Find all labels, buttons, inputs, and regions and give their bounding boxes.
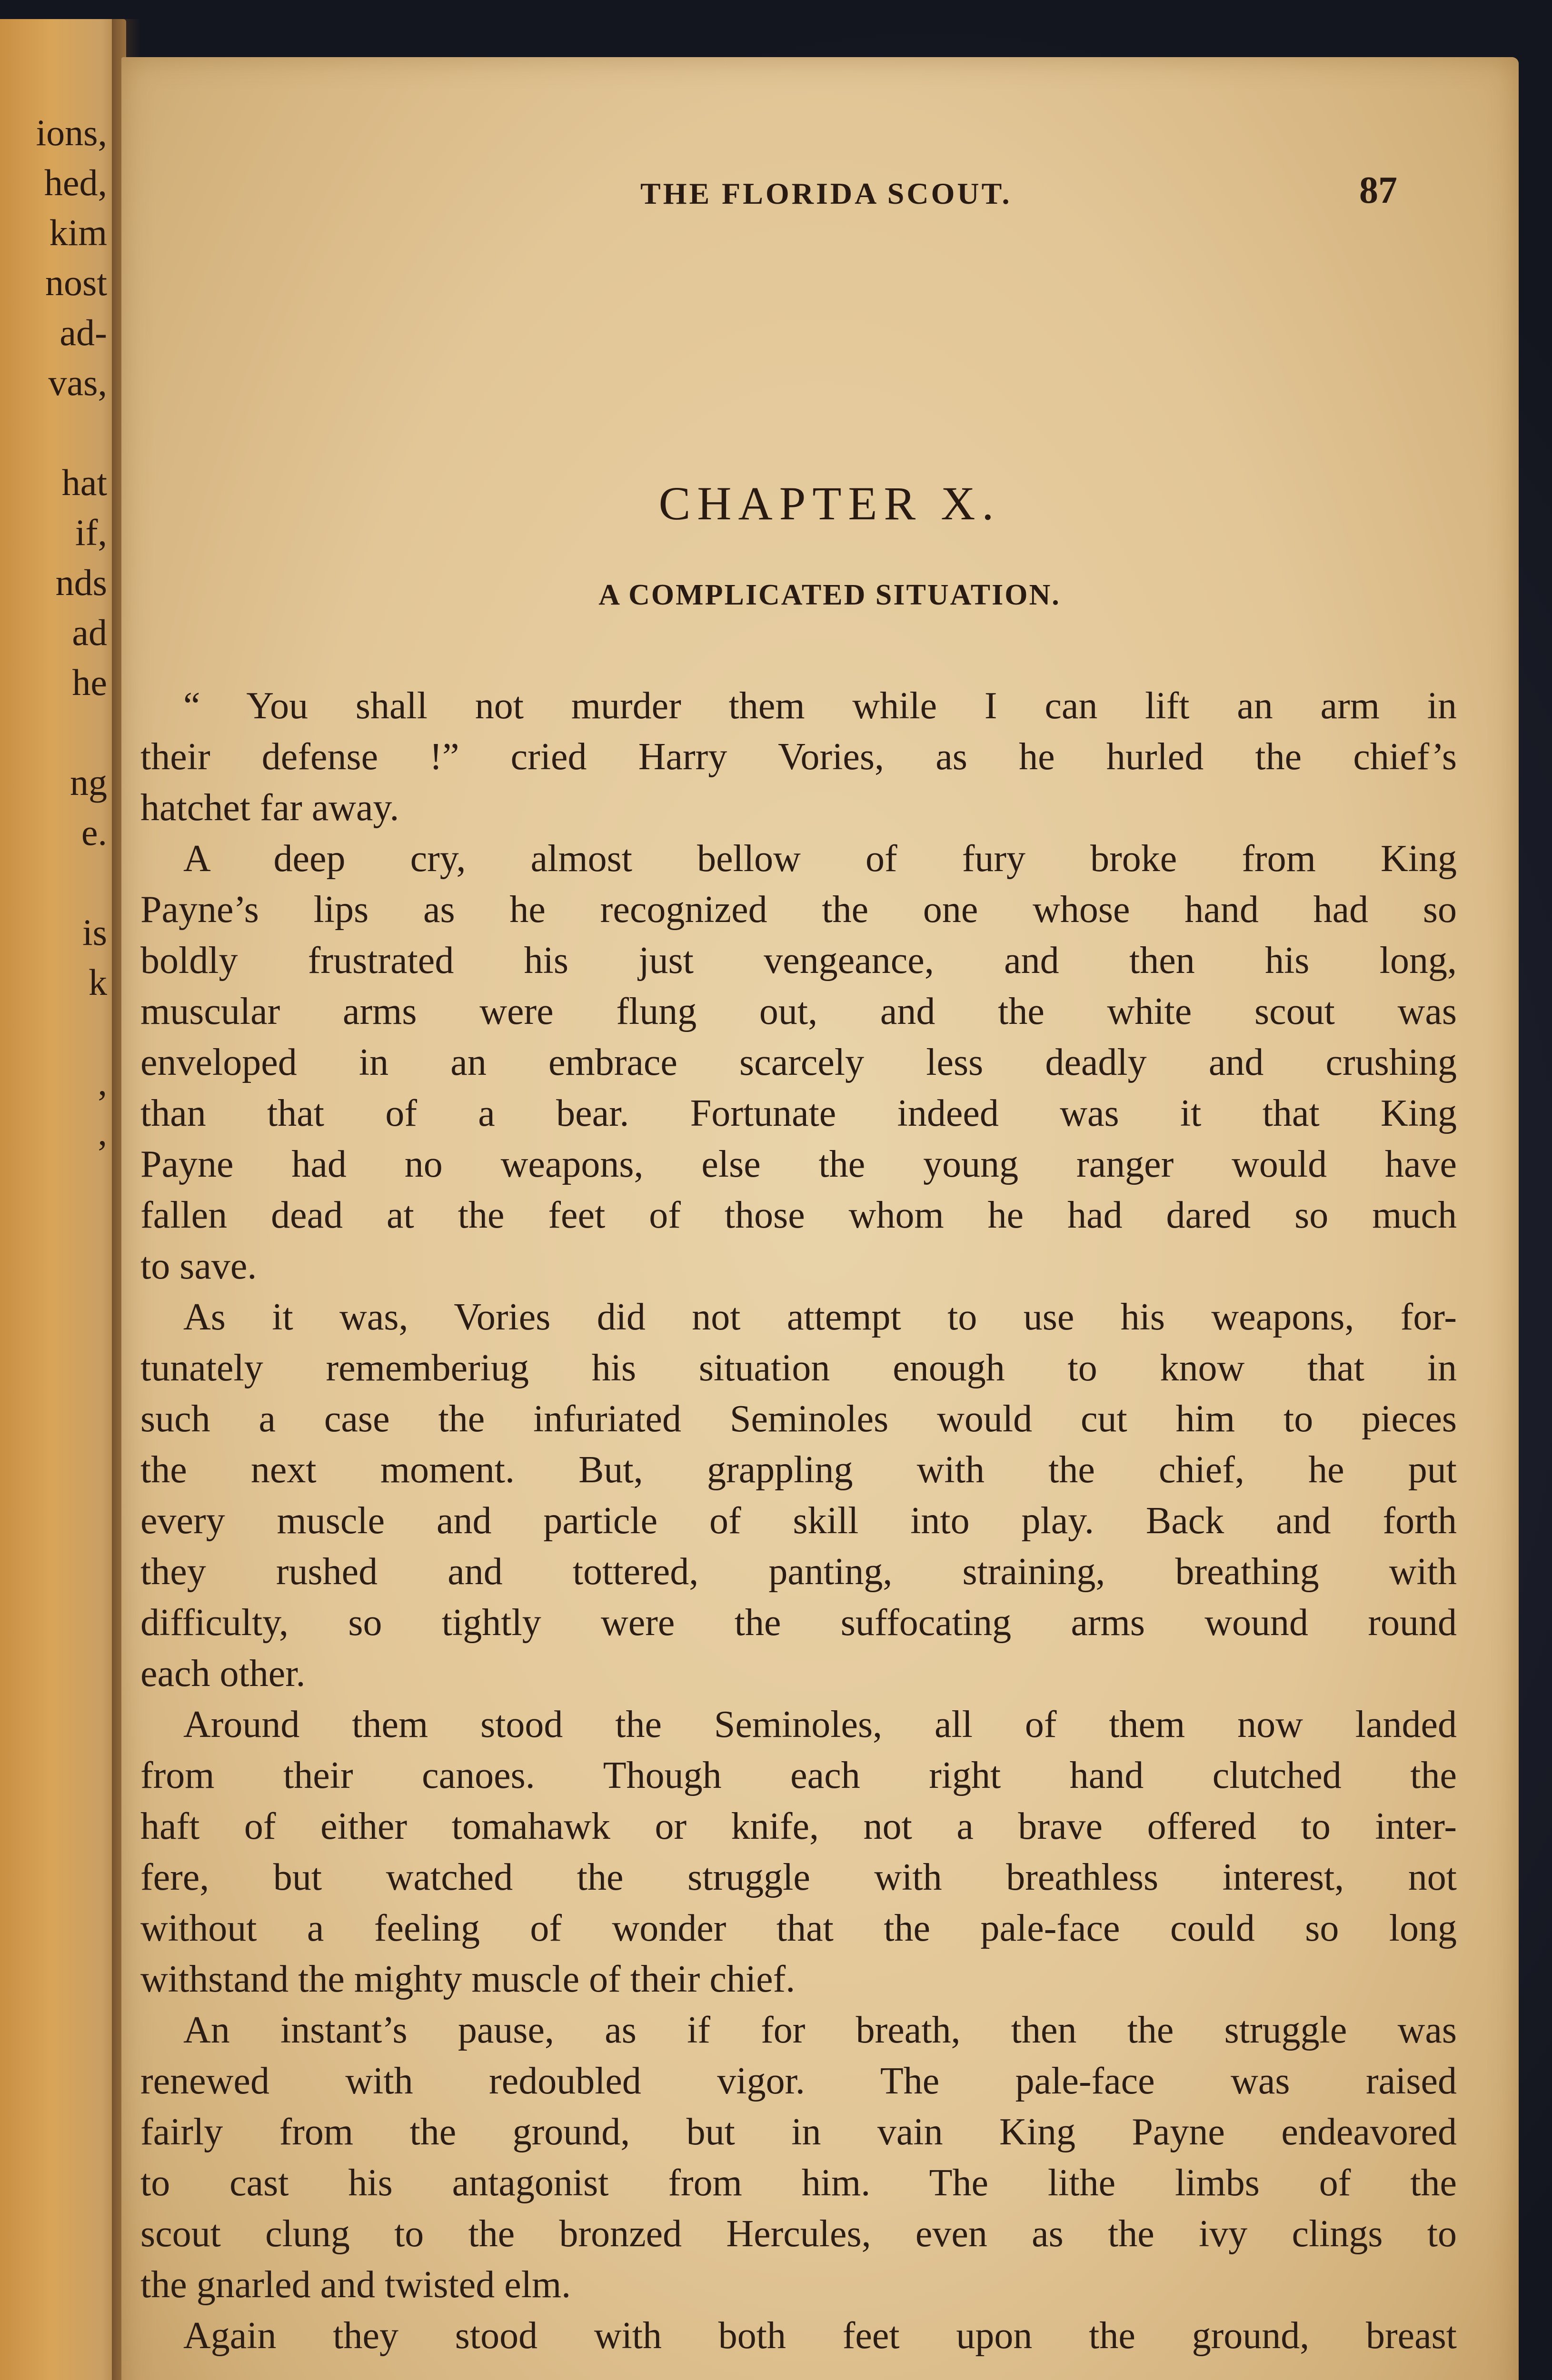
text-line: their defense !” cried Harry Vories, as he hurled the chief’s xyxy=(140,736,1457,778)
left-page-fragment: ad- xyxy=(60,312,107,353)
left-page-fragment: nost xyxy=(45,262,107,303)
text-line: such a case the infuriated Seminoles would cut him to pieces xyxy=(140,1398,1457,1440)
text-line: tunately rememberiug his situation enough to know that in xyxy=(140,1347,1457,1389)
text-line: Again they stood with both feet upon the ground, breast xyxy=(183,2315,1457,2357)
text-line: Payne’s lips as he recognized the one whose hand had so xyxy=(140,889,1457,931)
text-line: than that of a bear. Fortunate indeed was it that King xyxy=(140,1092,1457,1134)
text-line: fere, but watched the struggle with breathless interest, not xyxy=(140,1856,1457,1898)
text-line: fairly from the ground, but in vain King Payne endeavored xyxy=(140,2111,1457,2153)
text-line: to save. xyxy=(140,1245,257,1287)
left-page-fragment: hat xyxy=(61,462,107,503)
book-page xyxy=(121,57,1519,2380)
text-line: hatchet far away. xyxy=(140,787,399,829)
left-page-fragment: k xyxy=(89,962,107,1003)
left-facing-page xyxy=(0,19,126,2380)
text-line: the next moment. But, grappling with the chief, he put xyxy=(140,1449,1457,1491)
left-page-fragment: , xyxy=(98,1061,107,1103)
text-line: Around them stood the Seminoles, all of them now landed xyxy=(183,1704,1457,1745)
text-line: Payne had no weapons, else the young ranger would have xyxy=(140,1143,1457,1185)
chapter-title: CHAPTER X. xyxy=(658,477,1001,530)
text-line: each other. xyxy=(140,1653,306,1695)
left-page-fragment: if, xyxy=(75,512,107,553)
left-page-fragment: e. xyxy=(81,812,107,853)
left-page-fragment: vas, xyxy=(48,362,107,403)
left-page-fragment: kim xyxy=(49,212,107,253)
text-line: enveloped in an embrace scarcely less deadly and crushing xyxy=(140,1041,1457,1083)
left-page-fragment: ng xyxy=(70,762,107,803)
text-line: difficulty, so tightly were the suffocating arms wound round xyxy=(140,1602,1457,1644)
text-line: from their canoes. Though each right hand clutched the xyxy=(140,1755,1457,1796)
text-line: scout clung to the bronzed Hercules, even as the ivy clings to xyxy=(140,2213,1457,2255)
left-page-fragment: is xyxy=(82,912,107,953)
text-line: to cast his antagonist from him. The lithe limbs of the xyxy=(140,2162,1457,2204)
text-line: every muscle and particle of skill into play. Back and forth xyxy=(140,1500,1457,1542)
left-page-fragment: ad xyxy=(72,612,107,653)
left-page-fragment: hed, xyxy=(44,162,107,203)
text-line: An instant’s pause, as if for breath, then the struggle was xyxy=(183,2009,1457,2051)
text-line: As it was, Vories did not attempt to use his weapons, for- xyxy=(183,1296,1457,1338)
text-line: A deep cry, almost bellow of fury broke from King xyxy=(183,838,1457,880)
text-line: fallen dead at the feet of those whom he had dared so much xyxy=(140,1194,1457,1236)
left-page-fragment: nds xyxy=(55,562,107,603)
text-line: boldly frustrated his just vengeance, and then his long, xyxy=(140,940,1457,982)
text-line: without a feeling of wonder that the pale-face could so long xyxy=(140,1907,1457,1949)
chapter-subtitle: A COMPLICATED SITUATION. xyxy=(598,579,1061,611)
text-line: muscular arms were flung out, and the white scout was xyxy=(140,991,1457,1032)
running-head: THE FLORIDA SCOUT. xyxy=(640,177,1012,210)
left-page-fragment: ions, xyxy=(36,112,107,153)
text-line: the gnarled and twisted elm. xyxy=(140,2264,571,2306)
text-line: withstand the mighty muscle of their chief. xyxy=(140,1958,796,2000)
body-text xyxy=(121,681,1519,2380)
left-page-fragment: he xyxy=(72,662,107,703)
left-page-fragment: , xyxy=(98,1111,107,1153)
text-line: haft of either tomahawk or knife, not a brave offered to inter- xyxy=(140,1805,1457,1847)
text-line: they rushed and tottered, panting, straining, breathing with xyxy=(140,1551,1457,1593)
page-number: 87 xyxy=(1359,169,1397,211)
text-line: renewed with redoubled vigor. The pale-face was raised xyxy=(140,2060,1457,2102)
text-line: “ You shall not murder them while I can lift an arm in xyxy=(183,685,1457,727)
